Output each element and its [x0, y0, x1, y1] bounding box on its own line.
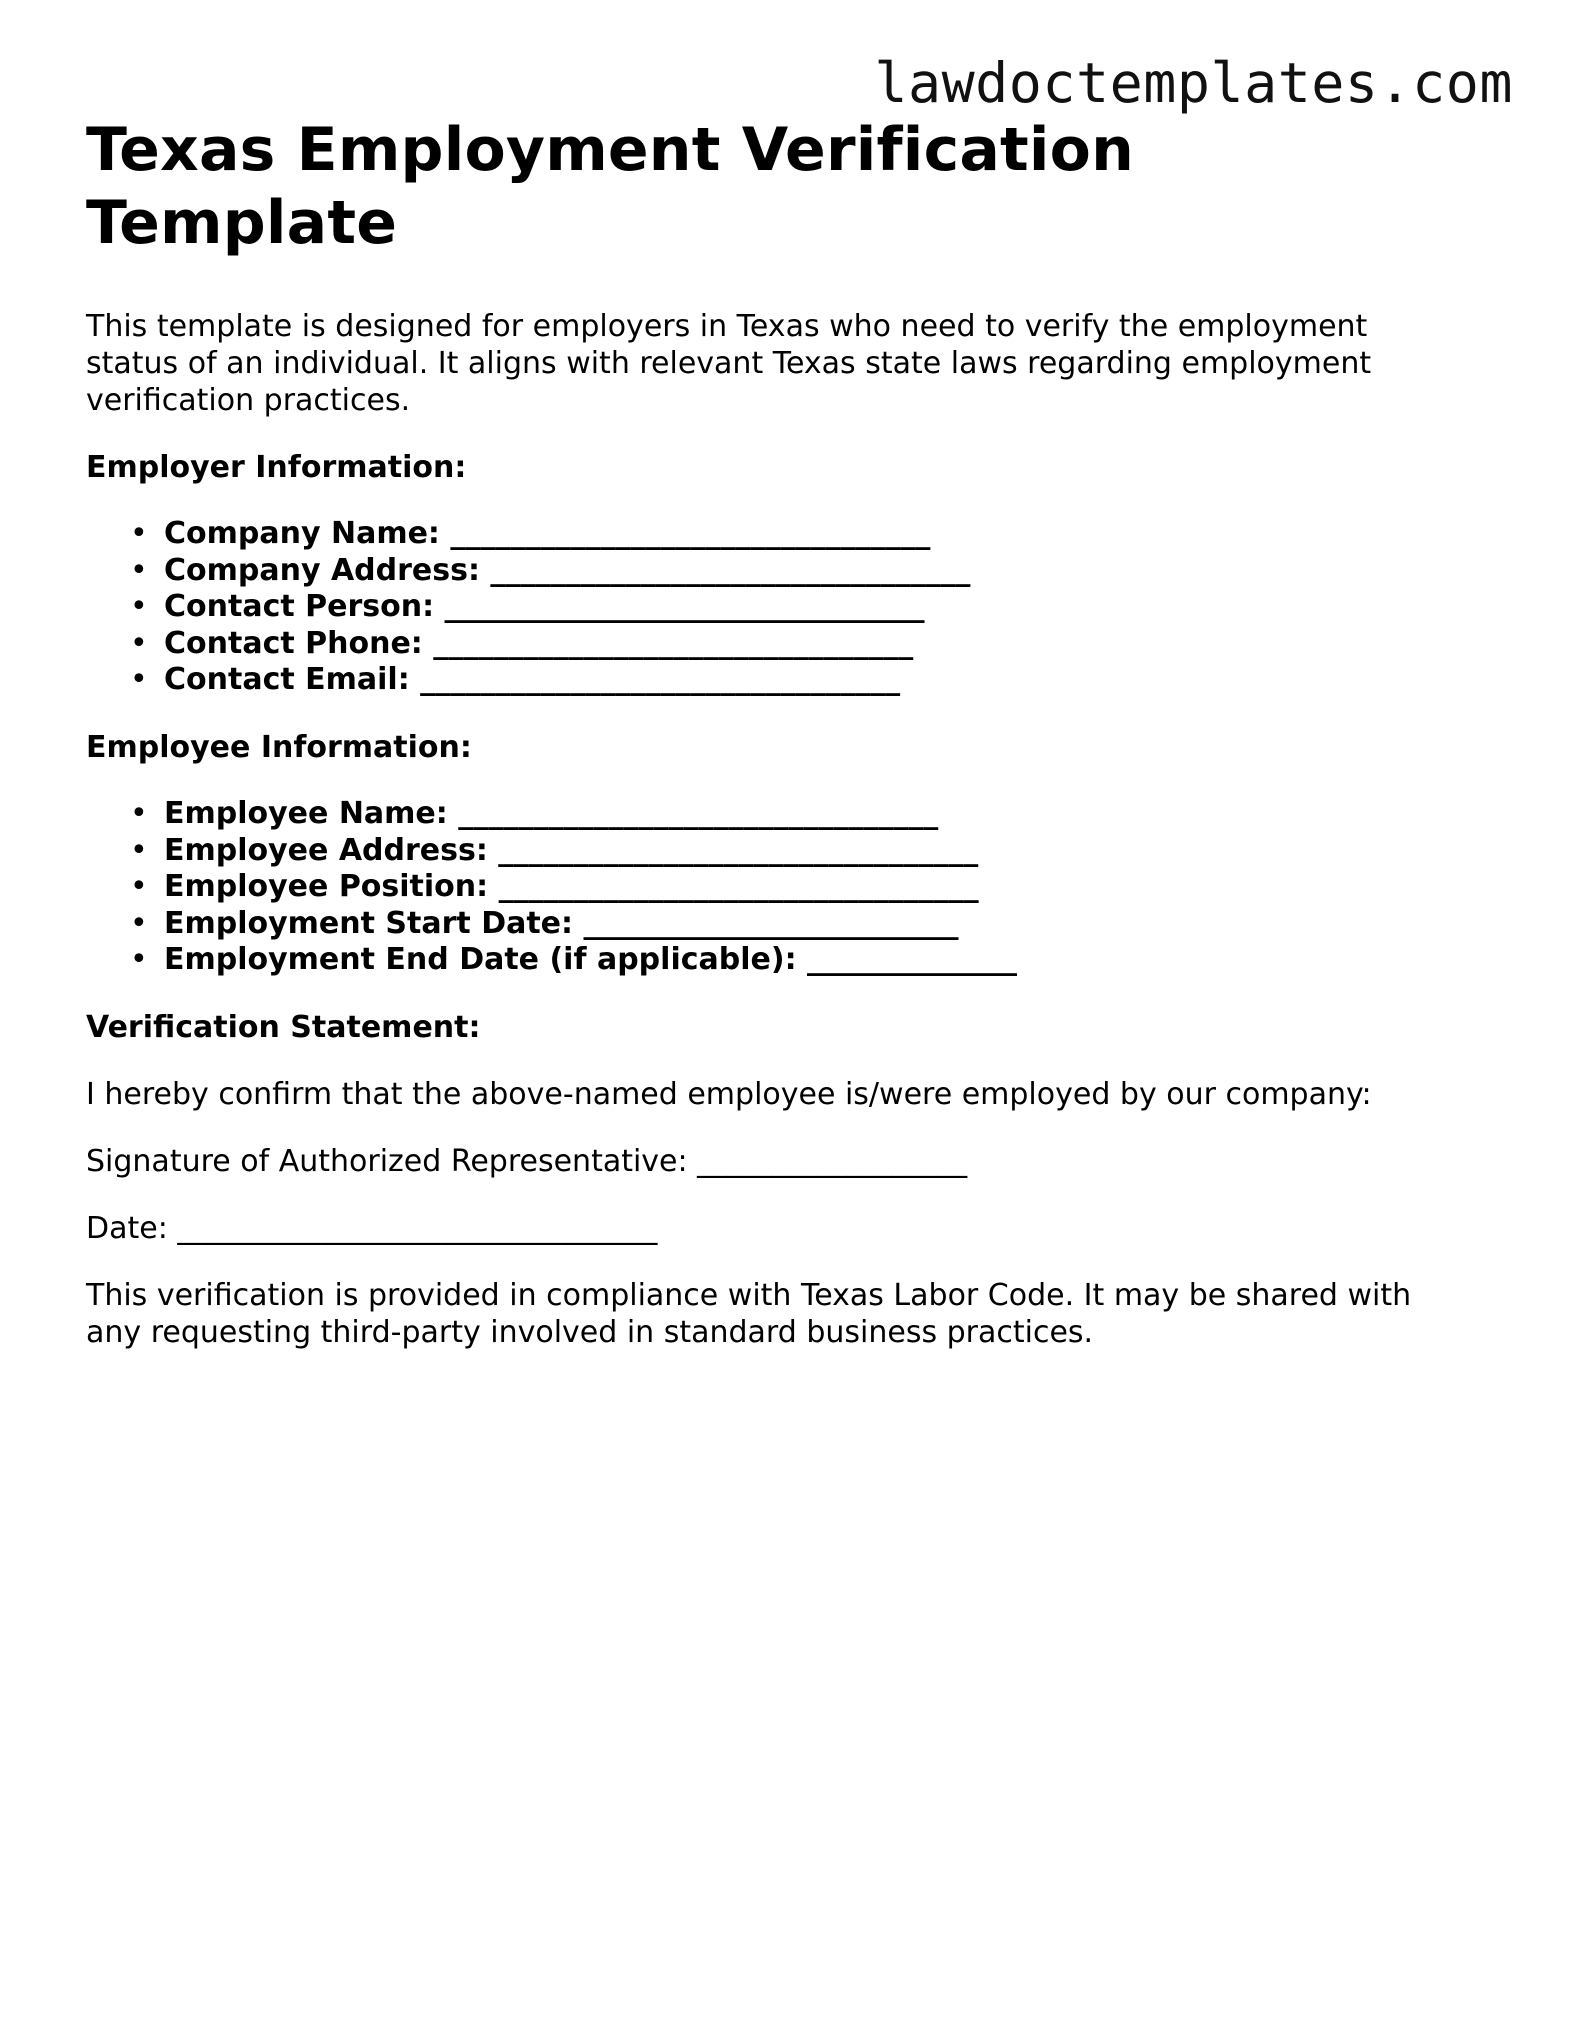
list-item-contact-email: • Contact Email: ________________________________ [130, 662, 901, 698]
employee-heading: Employee Information: [86, 729, 472, 765]
title-line-2: Template [86, 188, 398, 258]
list-item-employee-address: • Employee Address: ________________________________ [130, 832, 979, 868]
employer-heading: Employer Information: [86, 450, 467, 485]
bullet-icon: • [130, 942, 148, 978]
bullet-icon: • [130, 905, 148, 941]
employer-list [86, 516, 1486, 699]
employee-list [86, 796, 1486, 979]
bullet-icon: • [130, 795, 148, 831]
document-title [86, 114, 1486, 260]
intro-paragraph: This template is designed for employers in Texas who need to verify the employment status of an individual. It aligns with relevant Texas state laws regarding employment verification practices. [86, 309, 1372, 418]
watermark-text: lawdoctemplates.com [874, 51, 1513, 115]
document-page [86, 114, 1486, 1351]
list-item-employee-position: • Employee Position: ________________________________ [130, 869, 979, 905]
list-item-contact-phone: • Contact Phone: ________________________________ [130, 625, 914, 661]
bullet-icon: • [130, 832, 148, 868]
list-item-employee-name: • Employee Name: ________________________________ [130, 795, 939, 831]
bullet-icon: • [130, 552, 148, 588]
bullet-icon: • [130, 869, 148, 905]
signature-line: Signature of Authorized Representative: __________________ [86, 1143, 968, 1179]
list-item-start-date: • Employment Start Date: _________________________ [130, 905, 959, 941]
verification-statement: I hereby confirm that the above-named employee is/were employed by our company: [86, 1076, 1372, 1112]
list-item-company-address: • Company Address: ________________________________ [130, 552, 971, 588]
bullet-icon: • [130, 662, 148, 698]
list-item-company-name: • Company Name: ________________________________ [130, 516, 931, 551]
bullet-icon: • [130, 589, 148, 625]
bullet-icon: • [130, 516, 148, 551]
title-line-1: Texas Employment Verification [86, 115, 1135, 185]
verification-heading: Verification Statement: [86, 1009, 481, 1045]
bullet-icon: • [130, 625, 148, 661]
list-item-contact-person: • Contact Person: ________________________________ [130, 589, 925, 625]
date-line: Date: ________________________________ [86, 1210, 658, 1246]
closing-paragraph: This verification is provided in compliance with Texas Labor Code. It may be shared with any requesting third-party involved in standard business practices. [86, 1277, 1412, 1350]
list-item-end-date: • Employment End Date (if applicable): ______________ [130, 942, 1018, 978]
